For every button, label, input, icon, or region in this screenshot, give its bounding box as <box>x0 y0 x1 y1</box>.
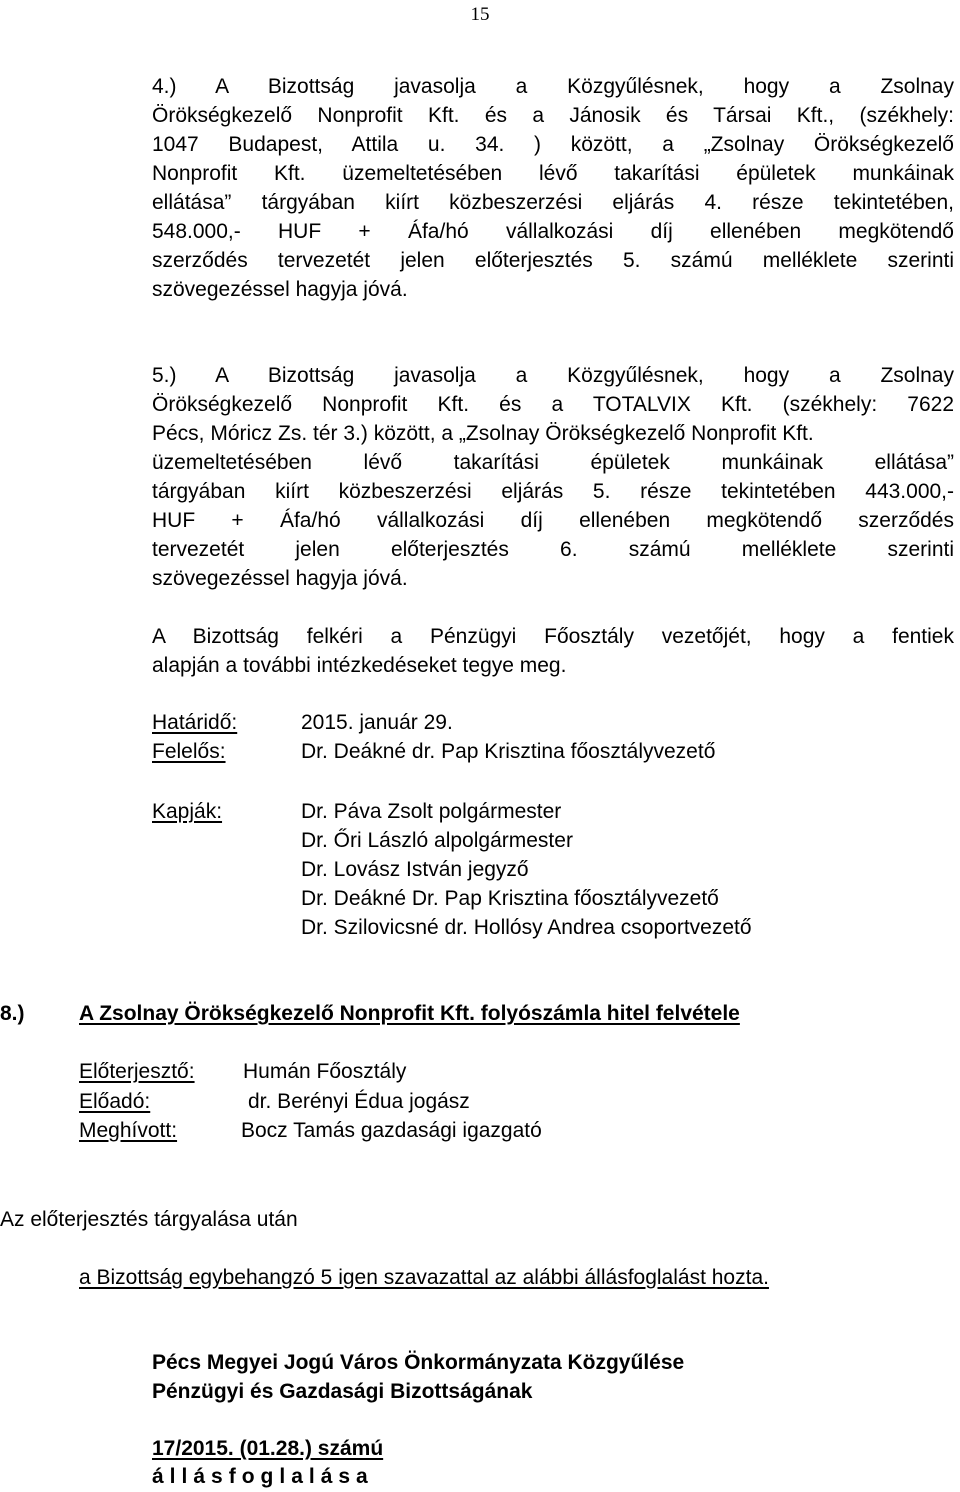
item4-line: ellátása” tárgyában kiírt közbeszerzési eljárás 4. része tekintetében, <box>152 191 954 214</box>
recipients-list <box>301 797 752 942</box>
resolution-item-5 <box>152 361 954 593</box>
invited-label <box>79 1116 177 1145</box>
resolution-number <box>152 1434 383 1463</box>
recipient: Dr. Szilovicsné dr. Hollósy Andrea csoportvezető <box>301 916 752 939</box>
recipients-label-text: Kapják: <box>152 800 223 823</box>
vote-statement-text: a Bizottság egybehangzó 5 igen szavazattal az alábbi állásfoglalást hozta. <box>79 1266 769 1289</box>
after-discussion: Az előterjesztés tárgyalása után <box>0 1208 298 1231</box>
presenter-value: Humán Főosztály <box>243 1060 407 1083</box>
request-line: alapján a további intézkedéseket tegye meg. <box>152 654 567 677</box>
page-number: 15 <box>470 4 490 25</box>
item4-line: 548.000,- HUF + Áfa/hó vállalkozási díj ellenében megkötendő <box>152 220 954 243</box>
responsible-value: Dr. Deákné dr. Pap Krisztina főosztályvezető <box>301 740 716 763</box>
recipients-label <box>152 797 222 826</box>
speaker-value: dr. Berényi Édua jogász <box>248 1090 470 1113</box>
item5-line: 5.) A Bizottság javasolja a Közgyűlésnek, hogy a Zsolnay <box>152 364 954 387</box>
speaker-label <box>79 1087 150 1116</box>
responsible-label <box>152 737 226 766</box>
item5-line: üzemeltetésében lévő takarítási épületek munkáinak ellátása” <box>152 451 954 474</box>
item5-line: Örökségkezelő Nonprofit Kft. és a TOTALVIX Kft. (székhely: 7622 <box>152 393 954 416</box>
vote-statement <box>79 1263 769 1292</box>
deadline-label-text: Határidő: <box>152 711 238 734</box>
issuing-body <box>152 1348 684 1406</box>
invited-value: Bocz Tamás gazdasági igazgató <box>241 1119 542 1142</box>
deadline-value: 2015. január 29. <box>301 711 453 734</box>
resolution-number-text: 17/2015. (01.28.) számú <box>152 1437 384 1460</box>
recipient: Dr. Páva Zsolt polgármester <box>301 800 562 823</box>
presenter-label <box>79 1057 195 1086</box>
invited-label-text: Meghívott: <box>79 1119 178 1142</box>
request-line: A Bizottság felkéri a Pénzügyi Főosztály vezetőjét, hogy a fentiek <box>152 625 954 648</box>
section-number: 8.) <box>0 1002 25 1025</box>
resolution-item-4 <box>152 72 954 304</box>
item4-line: Örökségkezelő Nonprofit Kft. és a Jánosik és Társai Kft., (székhely: <box>152 104 954 127</box>
item4-line: szerződés tervezetét jelen előterjesztés 5. számú melléklete szerinti <box>152 249 954 272</box>
item5-line: tárgyában kiírt közbeszerzési eljárás 5. része tekintetében 443.000,- <box>152 480 954 503</box>
item5-line: HUF + Áfa/hó vállalkozási díj ellenében megkötendő szerződés <box>152 509 954 532</box>
resolution-word: állásfoglalása <box>152 1465 374 1488</box>
deadline-label <box>152 708 237 737</box>
responsible-label-text: Felelős: <box>152 740 226 763</box>
section-title-text: A Zsolnay Örökségkezelő Nonprofit Kft. folyószámla hitel felvétele <box>79 1002 740 1025</box>
presenter-label-text: Előterjesztő: <box>79 1060 195 1083</box>
issuing-body-line: Pénzügyi és Gazdasági Bizottságának <box>152 1380 533 1403</box>
item5-line: tervezetét jelen előterjesztés 6. számú melléklete szerinti <box>152 538 954 561</box>
item4-line: Nonprofit Kft. üzemeltetésében lévő takarítási épületek munkáinak <box>152 162 954 185</box>
recipient: Dr. Őri László alpolgármester <box>301 829 573 852</box>
item4-line: 1047 Budapest, Attila u. 34. ) között, a „Zsolnay Örökségkezelő <box>152 133 954 156</box>
issuing-body-line: Pécs Megyei Jogú Város Önkormányzata Közgyűlése <box>152 1351 685 1374</box>
recipient: Dr. Lovász István jegyző <box>301 858 529 881</box>
item4-line: szövegezéssel hagyja jóvá. <box>152 278 408 301</box>
recipient: Dr. Deákné Dr. Pap Krisztina főosztályvezető <box>301 887 719 910</box>
item4-line: 4.) A Bizottság javasolja a Közgyűlésnek, hogy a Zsolnay <box>152 75 954 98</box>
item5-line: Pécs, Móricz Zs. tér 3.) között, a „Zsolnay Örökségkezelő Nonprofit Kft. <box>152 422 814 445</box>
speaker-label-text: Előadó: <box>79 1090 151 1113</box>
section-title <box>79 999 740 1028</box>
item5-line: szövegezéssel hagyja jóvá. <box>152 567 408 590</box>
request-paragraph <box>152 622 954 680</box>
